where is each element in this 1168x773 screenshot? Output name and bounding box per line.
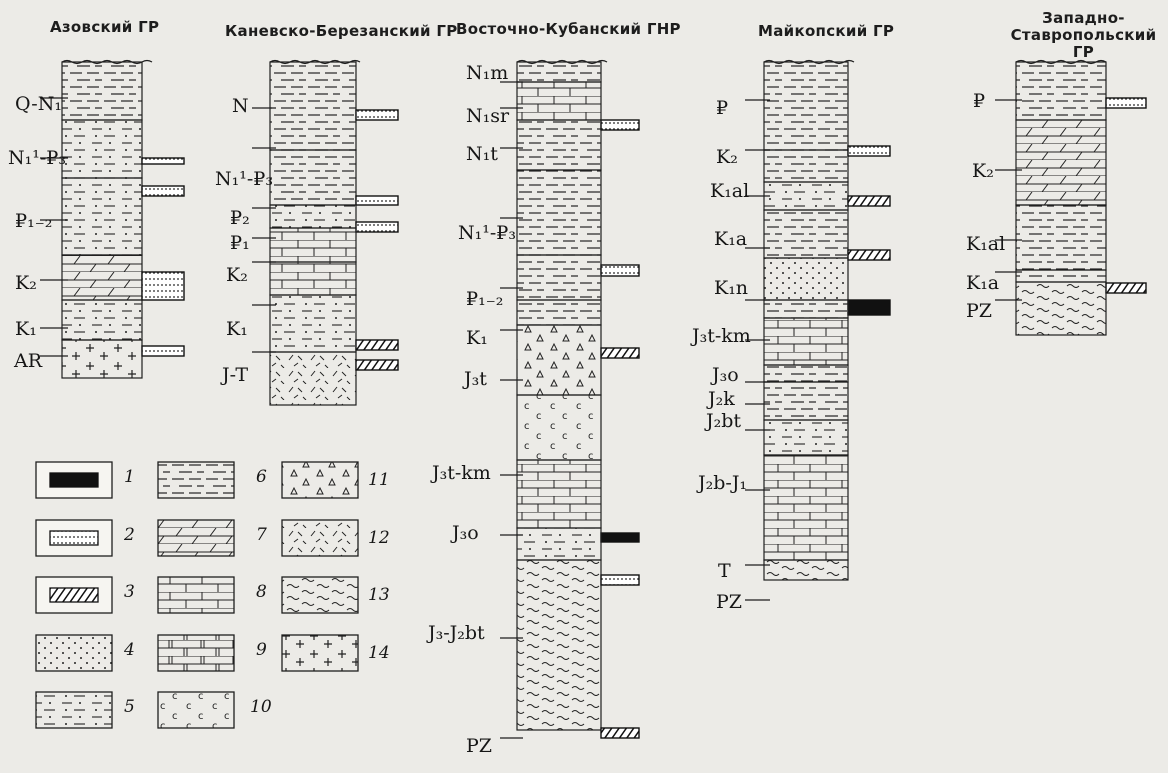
layer-fill bbox=[1016, 120, 1106, 205]
layer-fill bbox=[270, 262, 356, 295]
layer-label: J₂k bbox=[708, 388, 735, 410]
layer-fill bbox=[517, 62, 601, 82]
legend-number: 7 bbox=[256, 525, 267, 545]
layer-label: K₁n bbox=[714, 277, 749, 299]
legend-swatch bbox=[50, 588, 98, 602]
reservoir-marker bbox=[1106, 98, 1146, 108]
layer-fill bbox=[517, 82, 601, 120]
legend-swatch bbox=[50, 531, 98, 545]
layer-label: K₂ bbox=[226, 264, 248, 286]
layer-fill bbox=[517, 528, 601, 560]
layer-fill bbox=[517, 460, 601, 528]
layer-fill bbox=[1016, 205, 1106, 270]
layer-fill bbox=[62, 178, 142, 255]
layer-fill bbox=[517, 120, 601, 170]
layer-fill bbox=[517, 255, 601, 300]
layer-label: K₂ bbox=[716, 146, 738, 168]
legend-number: 3 bbox=[124, 582, 135, 602]
layer-label: N₁¹-₽₃ bbox=[8, 147, 66, 169]
layer-fill bbox=[62, 120, 142, 178]
legend-item bbox=[282, 462, 358, 498]
legend-number: 13 bbox=[368, 585, 390, 605]
layer-fill bbox=[764, 62, 848, 150]
layer-fill bbox=[270, 352, 356, 405]
strat-column bbox=[995, 61, 1146, 336]
legend-number: 11 bbox=[368, 470, 390, 490]
legend-number: 1 bbox=[124, 467, 135, 487]
layer-fill bbox=[270, 62, 356, 150]
legend-box bbox=[158, 462, 234, 498]
layer-fill bbox=[270, 295, 356, 352]
layer-label: J₃-J₂bt bbox=[428, 622, 485, 644]
reservoir-marker bbox=[601, 728, 639, 738]
layer-label: ₽ bbox=[973, 90, 986, 112]
reservoir-marker bbox=[848, 146, 890, 156]
legend-swatch bbox=[50, 473, 98, 487]
layer-fill bbox=[1016, 282, 1106, 335]
legend-box bbox=[282, 462, 358, 498]
layer-label: ₽ bbox=[716, 97, 729, 119]
layer-fill bbox=[517, 395, 601, 460]
legend-number: 14 bbox=[368, 643, 390, 663]
layer-label: K₁ bbox=[226, 318, 248, 340]
layer-fill bbox=[764, 300, 848, 318]
layer-fill bbox=[270, 150, 356, 205]
layer-fill bbox=[517, 325, 601, 395]
legend-box bbox=[158, 520, 234, 556]
reservoir-marker bbox=[356, 360, 398, 370]
layer-fill bbox=[62, 255, 142, 300]
layer-label: AR bbox=[14, 350, 43, 372]
legend-box bbox=[36, 635, 112, 671]
layer-label: N₁t bbox=[466, 143, 498, 165]
reservoir-marker bbox=[601, 120, 639, 130]
reservoir-marker bbox=[142, 272, 184, 300]
legend-number: 6 bbox=[256, 467, 267, 487]
layer-label: K₁ bbox=[15, 318, 37, 340]
layer-label: K₁al bbox=[710, 180, 750, 202]
layer-label: N bbox=[232, 95, 249, 117]
column-title-kanevsko-berezansky: Каневско-Березанский ГР bbox=[225, 22, 458, 40]
legend-item bbox=[282, 577, 358, 613]
reservoir-marker bbox=[601, 575, 639, 585]
layer-label: K₁al bbox=[966, 233, 1006, 255]
legend-item bbox=[158, 577, 234, 613]
layer-fill bbox=[270, 205, 356, 228]
layer-label: N₁¹-₽₃ bbox=[458, 222, 516, 244]
layer-label: J₂bt bbox=[706, 410, 742, 432]
layer-label: J₃t bbox=[464, 368, 487, 390]
legend-item bbox=[158, 462, 234, 498]
layer-fill bbox=[62, 340, 142, 378]
layer-fill bbox=[764, 365, 848, 382]
legend-box bbox=[282, 577, 358, 613]
reservoir-marker bbox=[356, 340, 398, 350]
legend-number: 10 bbox=[250, 697, 272, 717]
layer-fill bbox=[1016, 270, 1106, 282]
column-title-zapadno-stavropolsky: Западно- Ставропольский ГР bbox=[1010, 9, 1157, 61]
legend-item bbox=[158, 635, 234, 671]
strat-column bbox=[500, 61, 639, 739]
layer-label: J-T bbox=[222, 364, 249, 386]
legend-box bbox=[282, 520, 358, 556]
layer-fill bbox=[517, 300, 601, 325]
layer-label: J₃o bbox=[452, 522, 479, 544]
column-title-azov: Азовский ГР bbox=[50, 18, 160, 36]
layer-fill bbox=[764, 318, 848, 365]
layer-label: J₂b-J₁ bbox=[698, 472, 748, 494]
column-title-maikopsky: Майкопский ГР bbox=[758, 22, 895, 40]
layer-fill bbox=[1016, 62, 1106, 120]
legend-item bbox=[158, 692, 234, 728]
column-title-vostochno-kubansky: Восточно-Кубанский ГНР bbox=[456, 20, 681, 38]
layer-label: K₂ bbox=[972, 160, 994, 182]
layer-label: Q-N₁ bbox=[15, 93, 62, 115]
layer-fill bbox=[270, 228, 356, 262]
legend-box bbox=[36, 692, 112, 728]
layer-fill bbox=[517, 560, 601, 730]
layer-label: PZ bbox=[716, 591, 742, 613]
reservoir-marker bbox=[601, 533, 639, 542]
reservoir-marker bbox=[142, 346, 184, 356]
strat-column bbox=[745, 61, 890, 601]
layer-label: N₁m bbox=[466, 62, 509, 84]
legend bbox=[36, 462, 358, 728]
layer-label: J₃o bbox=[712, 364, 739, 386]
legend-box bbox=[158, 635, 234, 671]
layer-label: ₽₂ bbox=[230, 207, 250, 229]
layer-fill bbox=[764, 258, 848, 300]
reservoir-marker bbox=[848, 300, 890, 315]
layer-label: T bbox=[718, 560, 731, 582]
layer-fill bbox=[764, 150, 848, 182]
legend-number: 12 bbox=[368, 528, 390, 548]
layer-fill bbox=[62, 62, 142, 120]
reservoir-marker bbox=[601, 348, 639, 358]
reservoir-marker bbox=[601, 265, 639, 276]
reservoir-marker bbox=[1106, 283, 1146, 293]
layer-label: K₁a bbox=[966, 272, 1000, 294]
legend-item bbox=[36, 692, 112, 728]
layer-label: ₽₁ bbox=[230, 232, 250, 254]
layer-fill bbox=[764, 455, 848, 560]
reservoir-marker bbox=[848, 250, 890, 260]
layer-label: ₽₁₋₂ bbox=[466, 288, 504, 310]
legend-item bbox=[36, 520, 112, 556]
layer-label: K₁a bbox=[714, 228, 748, 250]
legend-item bbox=[36, 577, 112, 613]
legend-number: 5 bbox=[124, 697, 135, 717]
layer-fill bbox=[764, 182, 848, 210]
layer-fill bbox=[517, 170, 601, 255]
reservoir-marker bbox=[142, 186, 184, 196]
reservoir-marker bbox=[142, 158, 184, 164]
reservoir-marker bbox=[848, 196, 890, 206]
legend-number: 8 bbox=[256, 582, 267, 602]
layer-label: K₂ bbox=[15, 272, 37, 294]
legend-box bbox=[158, 577, 234, 613]
legend-box bbox=[158, 692, 234, 728]
layer-fill bbox=[764, 210, 848, 258]
layer-label: PZ bbox=[466, 735, 492, 757]
strat-column bbox=[252, 61, 398, 406]
legend-item bbox=[282, 520, 358, 556]
layer-fill bbox=[764, 420, 848, 455]
layer-label: J₃t-km bbox=[692, 325, 751, 347]
layer-label: N₁¹-₽₃ bbox=[215, 168, 273, 190]
legend-box bbox=[282, 635, 358, 671]
reservoir-marker bbox=[356, 110, 398, 120]
layer-label: J₃t-km bbox=[432, 462, 491, 484]
layer-fill bbox=[764, 382, 848, 420]
legend-item bbox=[158, 520, 234, 556]
layer-label: ₽₁₋₂ bbox=[15, 210, 53, 232]
layer-label: K₁ bbox=[466, 327, 488, 349]
reservoir-marker bbox=[356, 196, 398, 205]
legend-item bbox=[282, 635, 358, 671]
layer-fill bbox=[62, 300, 142, 340]
legend-item bbox=[36, 462, 112, 498]
legend-item bbox=[36, 635, 112, 671]
legend-number: 2 bbox=[124, 525, 135, 545]
legend-number: 4 bbox=[124, 640, 135, 660]
layer-label: PZ bbox=[966, 300, 992, 322]
legend-number: 9 bbox=[256, 640, 267, 660]
layer-fill bbox=[764, 560, 848, 580]
reservoir-marker bbox=[356, 222, 398, 232]
layer-label: N₁sr bbox=[466, 105, 510, 127]
